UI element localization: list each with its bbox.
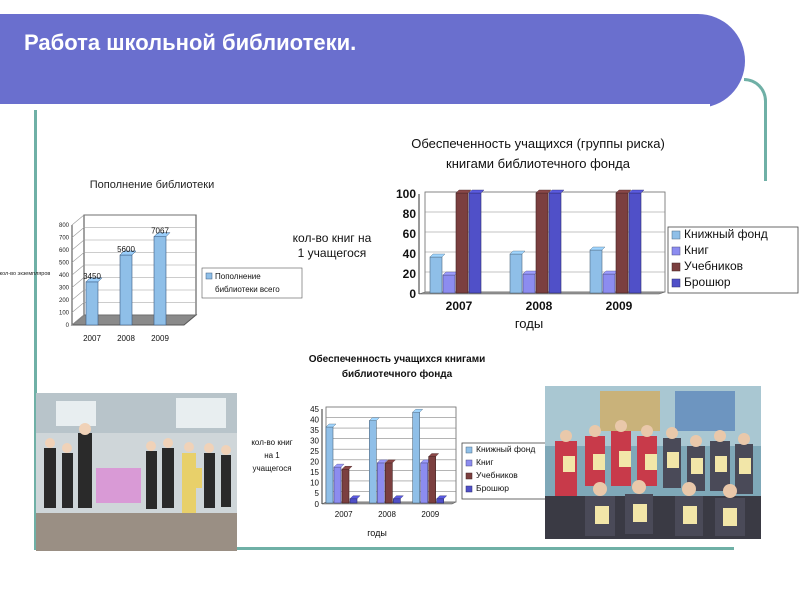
y-axis-label-line: учащегося [252,464,292,473]
legend-label: Пополнение [215,272,261,281]
y-tick-label: 400 [58,273,69,279]
y-tick-label: 0 [409,287,416,302]
bar-2009-series-0 [590,250,602,293]
y-tick-label: 5 [314,489,319,499]
y-tick-label: 300 [58,285,69,292]
legend-swatch [206,273,212,279]
y-axis-label-line: кол-во книг на [292,231,372,245]
chart-title: Пополнение библиотеки [89,179,215,191]
legend-swatch-1 [466,460,472,466]
students-group-photo [36,393,237,551]
legend-swatch-0 [466,447,472,453]
gridline-side [72,303,84,313]
y-tick-label: 80 [402,207,416,222]
bar-2009-series-2 [429,457,436,503]
legend-swatch-0 [672,231,680,239]
y-tick-label: 15 [310,468,319,478]
x-axis-label: годы [367,528,387,538]
x-tick-label: 2008 [117,334,135,343]
y-tick-label: 500 [58,260,69,267]
students-supply-chart [240,345,560,545]
x-axis-label: годы [514,316,544,331]
y-tick-label: 700 [58,235,69,242]
students-certificates-photo [545,386,761,539]
gridline-side [72,240,84,250]
legend-label: Книжный фонд [684,227,768,241]
bar-2009-series-3 [437,499,444,503]
bar-2007-series-3 [469,193,481,293]
x-tick-label: 2007 [334,510,353,519]
bar-2008-series-3 [549,193,561,293]
bar-2007-series-2 [342,469,349,503]
x-tick-label: 2008 [378,510,396,519]
x-tick-label: 2008 [525,299,553,313]
legend-swatch-3 [672,279,680,287]
y-tick-label: 60 [402,227,416,242]
gridline-side [72,215,84,225]
bar-2009-series-2 [616,193,628,293]
x-tick-label: 2009 [605,299,633,313]
bar-2007-series-3 [350,499,357,503]
legend-label: Книг [684,243,709,257]
legend-label: Книжный фонд [476,444,536,454]
header-divider [0,104,710,108]
y-axis-label: кол-во экземпляров [0,271,51,277]
bar-2008-series-2 [385,463,392,503]
y-axis-label-line: на 1 [264,451,280,460]
y-tick-label: 0 [314,499,319,509]
bar-2008-series-1 [377,463,384,503]
y-tick-label: 20 [402,267,416,282]
x-tick-label: 2009 [151,334,169,343]
y-tick-label: 600 [58,248,69,254]
chart-title-line: Обеспеченность учащихся книгами [308,354,486,365]
y-tick-label: 20 [310,457,319,467]
bar-2007-series-1 [443,275,455,293]
y-axis-label-line: кол-во книг [251,438,293,447]
bar-2009-series-0 [413,412,420,503]
y-tick-label: 800 [58,223,69,229]
y-tick-label: 10 [310,478,319,488]
data-label-2007: 3450 [83,271,101,281]
bar-2008-series-2 [536,193,548,293]
bar-2008 [120,255,132,325]
y-tick-label: 200 [58,298,69,304]
x-tick-label: 2009 [421,510,440,519]
gridline-side [72,290,84,300]
x-tick-label: 2007 [445,299,473,313]
bar-2007-series-1 [334,467,341,503]
bar-2009-series-1 [603,274,615,293]
bar-2007-series-2 [456,193,468,293]
page-title: Работа школьной библиотеки. [24,30,357,55]
y-tick-label: 30 [310,436,319,446]
legend-swatch-1 [672,247,680,255]
bar-2008-series-0 [510,254,522,293]
legend-swatch-2 [466,473,472,479]
y-tick-label: 35 [310,425,319,435]
y-tick-label: 45 [310,404,319,414]
gridline-side [72,253,84,263]
legend-label: Брошюр [476,483,509,493]
bar-2008-series-1 [523,274,535,293]
bar-2007 [86,282,98,325]
legend-swatch-3 [466,486,472,492]
x-tick-label: 2007 [83,334,101,343]
bar-2007-series-0 [326,427,333,503]
legend-label: Брошюр [684,275,731,289]
risk-group-supply-chart [270,130,800,340]
legend-label: библиотеки всего [215,285,280,294]
bar-2009-series-1 [421,463,428,503]
chart-title-line: Обеспеченность учащихся (группы риска) [411,136,665,151]
bar-2007-series-0 [430,257,442,293]
chart-title-line: библиотечного фонда [341,369,453,380]
legend-label: Книг [476,457,494,467]
legend-label: Учебников [684,259,744,273]
gridline-side [72,228,84,238]
bar-2009-series-3 [629,193,641,293]
y-tick-label: 40 [310,415,319,425]
legend-swatch-2 [672,263,680,271]
chart-title-line: книгами библиотечного фонда [446,156,630,171]
y-tick-label: 100 [58,310,69,317]
bar-2008-series-3 [393,499,400,503]
legend-label: Учебников [476,470,518,480]
y-tick-label: 0 [65,323,69,329]
data-label-2008: 5600 [117,245,135,254]
bar-2009 [154,237,166,325]
data-label-2009: 7067 [151,226,169,236]
y-tick-label: 40 [402,247,416,262]
header-banner [0,14,745,108]
bar-2008-series-0 [369,421,376,503]
y-tick-label: 100 [395,187,416,202]
y-tick-label: 25 [310,447,319,457]
y-axis-label-line: 1 учащегося [297,246,367,260]
